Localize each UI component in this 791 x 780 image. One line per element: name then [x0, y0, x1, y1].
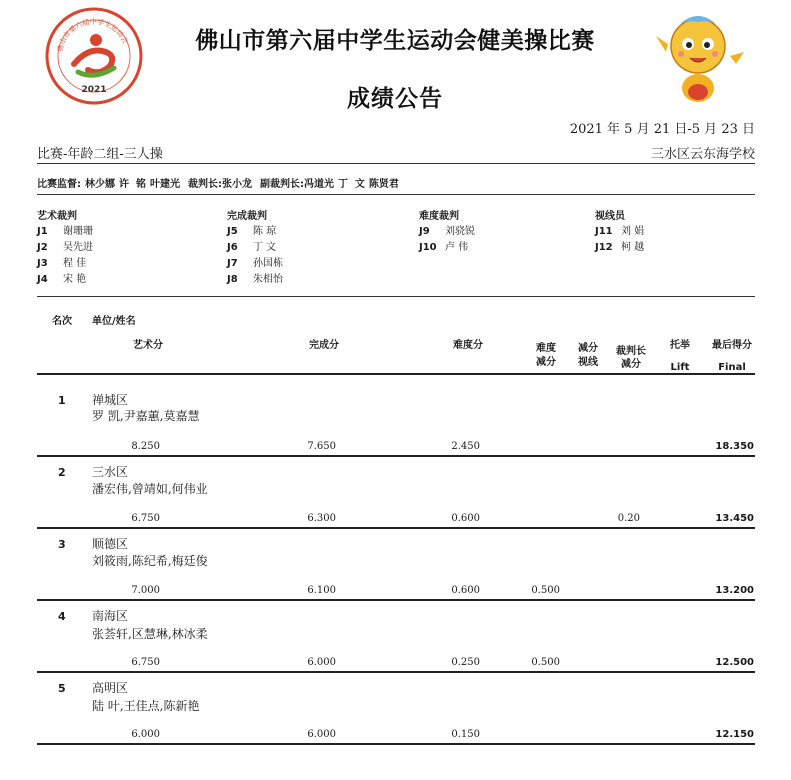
rank-cell: 4	[58, 610, 66, 623]
final-score: 12.150	[715, 729, 754, 740]
team-cell: 南海区	[92, 609, 129, 623]
judge-row: J1 谢珊珊	[37, 226, 93, 237]
divider	[37, 163, 755, 164]
execution-score: 6.300	[307, 513, 336, 524]
row-divider	[37, 527, 755, 529]
event-name: 比赛-年龄二组-三人操	[37, 147, 163, 162]
deputy-judge-name: 陈贤君	[368, 179, 399, 190]
chief-deduction: 0.20	[617, 513, 640, 524]
page-title: 佛山市第六届中学生运动会健美操比赛	[195, 28, 595, 54]
rank-cell: 1	[58, 394, 66, 407]
athletes-cell: 刘筱雨,陈纪希,梅廷俊	[92, 554, 208, 568]
col-header-final: 最后得分 Final	[712, 340, 752, 373]
chief-judge-label: 裁判长:	[187, 179, 222, 190]
artistic-score: 7.000	[131, 585, 160, 596]
team-cell: 三水区	[92, 465, 129, 479]
judge-row: J4 宋 艳	[37, 274, 87, 285]
officials-line	[37, 175, 403, 190]
deputy-judge-name: 冯道光	[303, 179, 334, 190]
col-header-line-deduction: 减分 视线	[578, 343, 598, 368]
table-header-divider	[37, 373, 755, 375]
rank-cell: 3	[58, 538, 66, 551]
final-score: 18.350	[715, 441, 754, 452]
execution-score: 6.000	[307, 729, 336, 740]
team-cell: 高明区	[92, 681, 129, 695]
difficulty-score: 0.150	[451, 729, 480, 740]
judge-row: J6 丁 文	[227, 242, 277, 253]
col-header-artistic: 艺术分	[133, 340, 163, 351]
judge-group-title: 视线员	[595, 211, 625, 222]
supervisor-name: 许 铭	[119, 179, 146, 190]
artistic-score: 6.750	[131, 657, 160, 668]
judge-row: J11 刘 娟	[595, 226, 645, 237]
final-score: 13.200	[715, 585, 754, 596]
supervisor-label: 比赛监督:	[37, 179, 81, 190]
judge-row: J10 卢 伟	[419, 242, 469, 253]
judge-row: J12 柯 越	[595, 242, 645, 253]
difficulty-deduction: 0.500	[531, 585, 560, 596]
page-subtitle: 成绩公告	[347, 86, 443, 112]
judge-group-title: 艺术裁判	[37, 211, 77, 222]
difficulty-score: 0.600	[451, 585, 480, 596]
supervisor-name: 林少娜	[85, 179, 115, 190]
col-header-difficulty-deduction: 难度 减分	[536, 343, 556, 368]
date-range: 2021 年 5 月 21 日-5 月 23 日	[569, 122, 755, 137]
deputy-judge-name: 丁 文	[337, 179, 365, 190]
mascot-image	[648, 6, 748, 106]
col-header-chief-deduction: 裁判长 减分	[616, 346, 646, 370]
col-header-rank: 名次	[52, 316, 72, 327]
team-cell: 顺德区	[92, 537, 129, 551]
execution-score: 6.000	[307, 657, 336, 668]
row-divider	[37, 671, 755, 673]
athletes-cell: 张荟轩,区慧琳,林冰柔	[92, 627, 208, 641]
difficulty-score: 0.250	[451, 657, 480, 668]
deputy-judge-label: 副裁判长:	[259, 179, 304, 190]
execution-score: 7.650	[307, 441, 336, 452]
judge-group-title: 完成裁判	[227, 211, 267, 222]
difficulty-score: 0.600	[451, 513, 480, 524]
judge-row: J7 孙国栋	[227, 258, 283, 269]
athletes-cell: 罗 凯,尹嘉蕙,莫嘉慧	[92, 409, 200, 423]
supervisor-name: 叶建光	[149, 179, 180, 190]
artistic-score: 6.750	[131, 513, 160, 524]
judge-group-title: 难度裁判	[419, 211, 459, 222]
row-divider	[37, 743, 755, 745]
judge-row: J8 朱相怡	[227, 274, 283, 285]
judge-row: J5 陈 琼	[227, 226, 277, 237]
logo-year: 2021	[81, 85, 107, 95]
judge-row: J2 吴先进	[37, 242, 93, 253]
games-logo	[44, 6, 144, 106]
athletes-cell: 潘宏伟,曾靖如,何伟业	[92, 482, 208, 496]
logo-ring-text: 佛山市第六届中学生运动会	[56, 17, 130, 53]
col-header-unit: 单位/姓名	[92, 316, 136, 327]
final-score: 13.450	[715, 513, 754, 524]
rank-cell: 5	[58, 682, 66, 695]
execution-score: 6.100	[307, 585, 336, 596]
team-cell: 禅城区	[92, 393, 129, 407]
divider	[37, 194, 755, 195]
row-divider	[37, 599, 755, 601]
row-divider	[37, 455, 755, 457]
rank-cell: 2	[58, 466, 66, 479]
judge-row: J3 程 佳	[37, 258, 87, 269]
final-score: 12.500	[715, 657, 754, 668]
artistic-score: 6.000	[131, 729, 160, 740]
difficulty-score: 2.450	[451, 441, 480, 452]
venue-name: 三水区云东海学校	[650, 147, 755, 162]
col-header-lift: 托举 Lift	[670, 340, 690, 373]
col-header-difficulty: 难度分	[453, 340, 483, 351]
col-header-execution: 完成分	[309, 340, 339, 351]
artistic-score: 8.250	[131, 441, 160, 452]
athletes-cell: 陆 叶,王佳点,陈新艳	[92, 699, 200, 713]
chief-judge-name: 张小龙	[221, 179, 252, 190]
difficulty-deduction: 0.500	[531, 657, 560, 668]
judge-row: J9 刘骁锐	[419, 226, 475, 237]
divider	[37, 296, 755, 297]
